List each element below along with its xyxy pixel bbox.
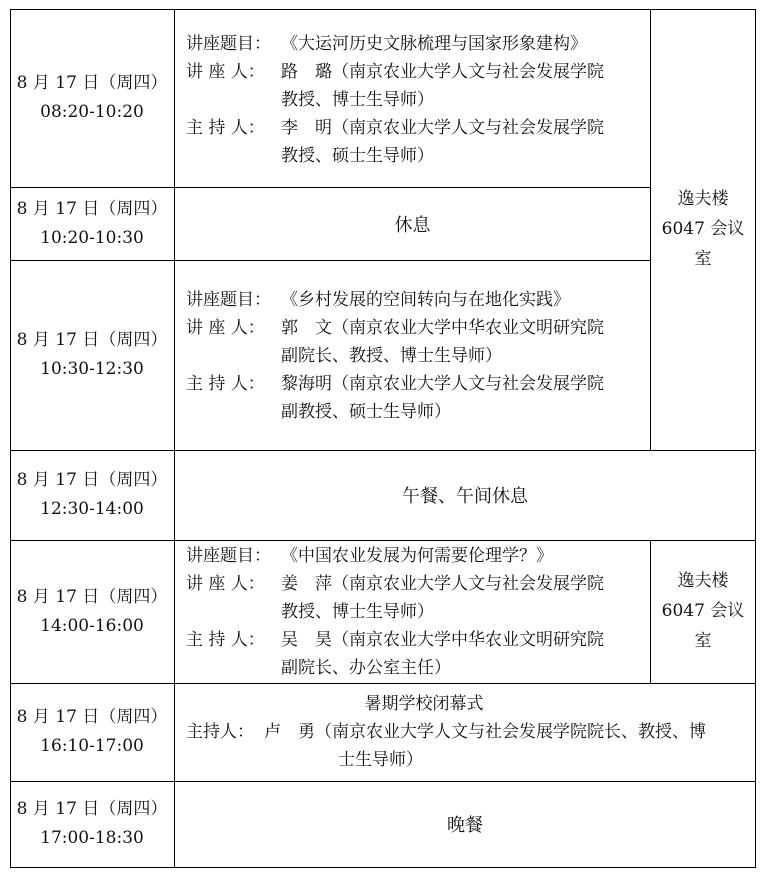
venue-line: 室 [694,631,712,651]
lecture-info [186,542,604,682]
date-cell [10,187,174,260]
venue-cell [651,566,755,656]
topic-label: 讲座题目： [186,290,271,310]
speaker-text: 郭 文（南京农业大学中华农业文明研究院 [281,318,604,338]
time-text: 10:20-10:30 [40,227,144,248]
speaker-label: 讲 座 人： [186,62,265,82]
host-text-cont: 副院长、办公室主任） [281,658,451,678]
lunch-cell: 午餐、午间休息 [402,486,528,507]
closing-title: 暑期学校闭幕式 [364,694,484,714]
lecture-topic: 《乡村发展的空间转向与在地化实践》 [281,290,570,310]
host-label: 主 持 人： [186,118,265,138]
host-text: 卢 勇（南京农业大学人文与社会发展学院院长、教授、博 [264,722,706,742]
speaker-text-cont: 副院长、教授、博士生导师） [281,346,502,366]
time-text: 16:10-17:00 [40,736,144,756]
venue-line: 室 [694,249,712,269]
speaker-label: 讲 座 人： [186,574,265,594]
lecture-topic: 《大运河历史文脉梳理与国家形象建构》 [281,34,587,54]
host-text: 李 明（南京农业大学人文与社会发展学院 [281,118,604,138]
host-text-cont: 教授、硕士生导师） [281,146,434,166]
topic-label: 讲座题目： [186,34,271,54]
date-cell [10,260,174,450]
date-text: 8 月 17 日（周四） [16,73,168,93]
date-text: 8 月 17 日（周四） [16,586,168,607]
dinner-cell: 晚餐 [447,815,483,836]
rule [10,867,756,868]
lecture-topic: 《中国农业发展为何需要伦理学？》 [281,546,553,566]
topic-label: 讲座题目： [186,546,271,566]
lecture-info [186,30,604,170]
venue-line: 6047 会议 [661,601,745,621]
time-text: 14:00-16:00 [40,615,144,636]
host-text-cont: 士生导师） [338,750,423,770]
speaker-text: 姜 萍（南京农业大学人文与社会发展学院 [281,574,604,594]
date-text: 8 月 17 日（周四） [16,198,168,219]
speaker-text-cont: 教授、博士生导师） [281,90,434,110]
host-text: 吴 昊（南京农业大学中华农业文明研究院 [281,630,604,650]
date-text: 8 月 17 日（周四） [16,799,168,819]
date-text: 8 月 17 日（周四） [16,470,168,490]
date-cell [10,450,174,540]
time-text: 08:20-10:20 [40,102,144,122]
closing-info [186,690,752,774]
time-text: 10:30-12:30 [40,359,144,379]
time-text: 12:30-14:00 [40,499,144,519]
date-text: 8 月 17 日（周四） [16,707,168,727]
speaker-text-cont: 教授、博士生导师） [281,602,434,622]
speaker-text: 路 璐（南京农业大学人文与社会发展学院 [281,62,604,82]
venue-cell [651,185,755,273]
host-label: 主 持 人： [186,630,265,650]
date-cell [10,540,174,683]
lecture-info [186,286,604,426]
rule [174,9,175,868]
rule [755,9,756,868]
venue-line: 6047 会议 [661,219,745,239]
host-label: 主 持 人： [186,374,265,394]
time-text: 17:00-18:30 [40,828,144,848]
host-text-cont: 副教授、硕士生导师） [281,402,451,422]
venue-line: 逸夫楼 [677,189,729,209]
host-label: 主持人： [186,722,254,742]
date-text: 8 月 17 日（周四） [16,330,168,350]
break-cell: 休息 [394,214,431,236]
date-cell [10,683,174,781]
date-cell [10,9,174,187]
host-text: 黎海明（南京农业大学人文与社会发展学院 [281,374,604,394]
venue-line: 逸夫楼 [677,571,729,591]
speaker-label: 讲 座 人： [186,318,265,338]
date-cell [10,781,174,867]
